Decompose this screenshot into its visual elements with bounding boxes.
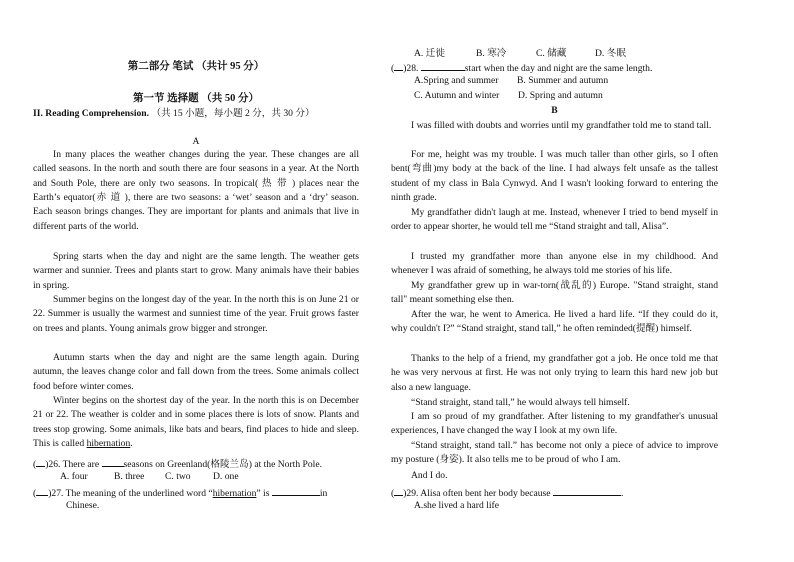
section-title: 第二部分 笔试 （共计 95 分） bbox=[127, 61, 265, 72]
passage-b-paragraph-6: After the war, he went to America. He lived a hard life. “If they could do it, why couldn't I?” “Stand straight, stand tall,” he often reminded(提醒) himself. bbox=[391, 309, 718, 335]
q29-option-a[interactable]: A.she lived a hard life bbox=[414, 500, 499, 511]
hibernation-word: hibernation bbox=[86, 438, 131, 450]
passage-a-paragraph-2: Spring starts when the day and night are the same length. The weather gets warmer and sunnier. Trees and plants start to grow. Many animals have their babies in spring. bbox=[33, 251, 359, 291]
q29-paren-close: ) bbox=[403, 488, 407, 499]
q26-option-d[interactable]: D. one bbox=[213, 471, 239, 482]
reading-heading-line bbox=[33, 105, 315, 119]
passage-b-paragraph-9: I am so proud of my grandfather. After listening to my grandfather's unusual experiences, I have changed the way I look at my own life. bbox=[391, 411, 718, 437]
q27-option-a[interactable]: A. 迁徙 bbox=[414, 48, 445, 59]
q26-text-after: seasons on Greenland(格陵兰岛) at the North Pole. bbox=[123, 459, 322, 470]
question-29 bbox=[391, 486, 623, 499]
q29-text-after: . bbox=[620, 488, 624, 499]
q28-option-d[interactable]: D. Spring and autumn bbox=[518, 90, 603, 101]
passage-a-paragraph-3: Summer begins on the longest day of the year. In the north this is on June 21 or 22. Summer is usually the warmest and sunniest time of the year. Fruit grows faster on trees and plants. Young animals grow bigger and stronger. bbox=[33, 294, 359, 334]
q26-fill-blank[interactable] bbox=[102, 457, 124, 467]
passage-b-paragraph-11: And I do. bbox=[411, 470, 448, 481]
q27-underlined-word: hibernation bbox=[212, 488, 257, 499]
q27-paren-close: ) bbox=[48, 488, 52, 499]
passage-b-paragraph-4: I trusted my grandfather more than anyone else in my childhood. And whenever I was afraid of something, he always told me stories of his life. bbox=[391, 251, 718, 277]
q26-option-a[interactable]: A. four bbox=[60, 471, 88, 482]
passage-a-paragraph-4: Autumn starts when the day and night are the same length again. During autumn, the leaves change color and fall down from the trees. Some animals collect food before winter comes. bbox=[33, 352, 359, 392]
reading-note: （共 15 小题，每小题 2 分，共 30 分） bbox=[151, 108, 315, 119]
q27-paren-open: ( bbox=[33, 488, 37, 499]
q28-text: 28. bbox=[406, 63, 421, 74]
q28-option-a[interactable]: A.Spring and summer bbox=[414, 75, 499, 86]
passage-b-paragraph-2: For me, height was my trouble. I was much taller than other girls, so I often bent(弯曲)my body at the back of the line. I had always felt unsafe as the tallest student of my class in Bala Cynwyd. And I wasn't looking forward to entering the ninth grade. bbox=[391, 149, 718, 204]
q27-option-d[interactable]: D. 冬眠 bbox=[595, 48, 626, 59]
q27-text-end: in bbox=[319, 488, 328, 499]
reading-heading: II. Reading Comprehension. bbox=[33, 108, 150, 119]
question-26 bbox=[33, 456, 322, 470]
subsection-title: 第一节 选择题 （共 50 分） bbox=[133, 93, 259, 104]
q29-fill-blank[interactable] bbox=[553, 486, 621, 496]
question-27 bbox=[33, 486, 327, 499]
q28-fill-blank[interactable] bbox=[421, 61, 465, 71]
q29-text: 29. Alisa often bent her body because bbox=[406, 488, 553, 499]
q26-option-c[interactable]: C. two bbox=[165, 471, 191, 482]
passage-b-paragraph-10: “Stand straight, stand tall.” has become not only a piece of advice to improve my posture (身姿). It also tells me to be proud of who I am. bbox=[391, 440, 718, 466]
passage-a-paragraph-1: In many places the weather changes during the year. These changes are all called seasons. In the north and south there are four seasons in a year. At the North and South Pole, there are only two seasons. In tropical( 热 带 ) places near the Earth’s equator(赤 道 ), there are two seasons: a ‘wet’ season and a ‘dry’ season. Each season brings changes. They are important for plants and animals that live in different parts of the world. bbox=[33, 149, 359, 232]
q27-option-c[interactable]: C. 储藏 bbox=[536, 48, 567, 59]
question-28 bbox=[391, 61, 652, 74]
q27-option-b[interactable]: B. 寒冷 bbox=[476, 48, 507, 59]
passage-a-paragraph-5 bbox=[33, 394, 359, 451]
winter-text: Winter begins on the shortest day of the year. In the north this is on December 21 or 22. The weather is colder and in some places there is lots of snow. Plants and trees stop growing. Some animals, like bats and bears, find places to hide and sleep. This is called bbox=[33, 395, 359, 450]
q28-paren-open: ( bbox=[391, 63, 395, 74]
passage-b-paragraph-7: Thanks to the help of a friend, my grandfather got a job. He once told me that he was very nervous at first. He was not only trying to learn this hard new job but also a new language. bbox=[391, 353, 718, 393]
q28-options-row-1 bbox=[414, 75, 608, 86]
q26-option-b[interactable]: B. three bbox=[114, 471, 145, 482]
q28-answer-blank[interactable] bbox=[394, 61, 403, 71]
q27-text: 27. The meaning of the underlined word “ bbox=[51, 488, 213, 499]
passage-a-label: A bbox=[192, 136, 200, 147]
q27-answer-blank[interactable] bbox=[36, 486, 48, 496]
q27-fill-blank[interactable] bbox=[272, 486, 320, 496]
q28-option-c[interactable]: C. Autumn and winter bbox=[414, 90, 500, 101]
q29-paren-open: ( bbox=[391, 488, 395, 499]
q27-line2: Chinese. bbox=[66, 500, 100, 511]
passage-b-paragraph-3: My grandfather didn't laugh at me. Instead, whenever I tried to bend myself in order to appear shorter, he would tell me “Stand straight and tall, Alisa”. bbox=[391, 207, 718, 233]
q26-paren-close: ) bbox=[45, 459, 49, 470]
q28-text-after: start when the day and night are the same length. bbox=[464, 63, 653, 74]
q26-options bbox=[60, 471, 239, 482]
q26-text: 26. There are bbox=[48, 459, 102, 470]
passage-b-label: B bbox=[551, 105, 558, 116]
q27-text-after: ” is bbox=[256, 488, 272, 499]
passage-b-paragraph-5: My grandfather grew up in war-torn(战乱的) Europe. "Stand straight, stand tall" meant something else then. bbox=[391, 280, 718, 306]
winter-text-end: . bbox=[130, 438, 133, 450]
passage-b-paragraph-8: “Stand straight, stand tall,” he would always tell himself. bbox=[411, 397, 630, 408]
q29-answer-blank[interactable] bbox=[394, 486, 403, 496]
q28-option-b[interactable]: B. Summer and autumn bbox=[517, 75, 609, 86]
q26-paren-open: ( bbox=[33, 459, 37, 470]
passage-b-paragraph-1: I was filled with doubts and worries until my grandfather told me to stand tall. bbox=[411, 120, 712, 131]
q27-options bbox=[414, 45, 626, 59]
q26-answer-blank[interactable] bbox=[36, 457, 45, 467]
q28-options-row-2 bbox=[414, 90, 603, 101]
q28-paren-close: ) bbox=[403, 63, 407, 74]
